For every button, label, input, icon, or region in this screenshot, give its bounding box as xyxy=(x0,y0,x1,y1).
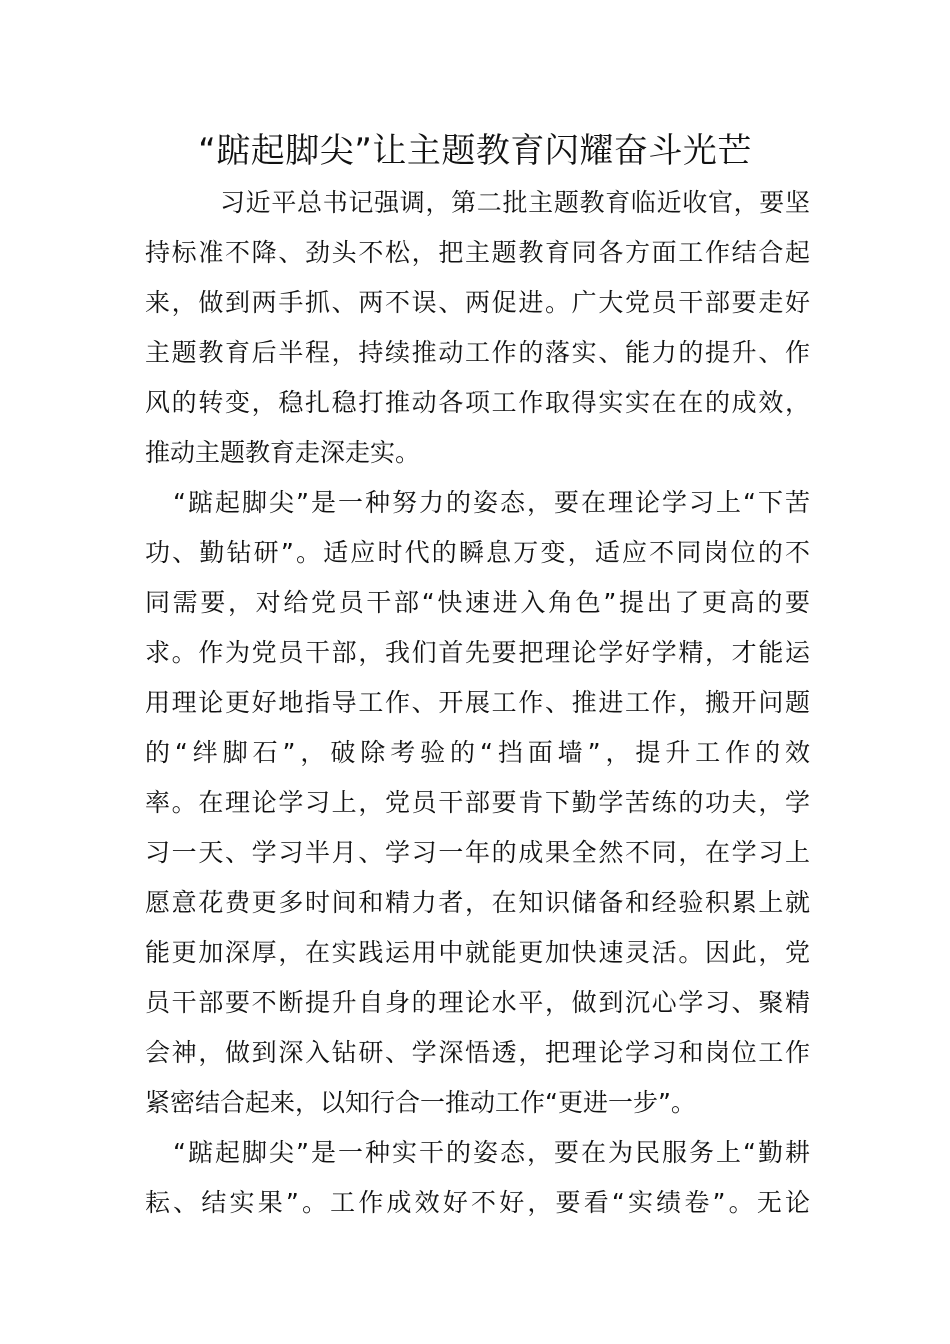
text-line: 来，做到两手抓、两不误、两促进。广大党员干部要走好 xyxy=(145,288,810,317)
text-line: 功、勤钻研”。适应时代的瞬息万变，适应不同岗位的不 xyxy=(145,538,810,567)
text-line: 能更加深厚，在实践运用中就能更加快速灵活。因此，党 xyxy=(145,938,810,967)
text-line: 用理论更好地指导工作、开展工作、推进工作，搬开问题 xyxy=(145,688,810,717)
paragraph-1 xyxy=(145,178,810,478)
text-line: 习近平总书记强调，第二批主题教育临近收官，要坚 xyxy=(220,188,810,217)
text-line: 会神，做到深入钻研、学深悟透，把理论学习和岗位工作 xyxy=(145,1038,810,1067)
text-line: “踮起脚尖”是一种实干的姿态，要在为民服务上“勤耕 xyxy=(173,1138,810,1167)
text-line: 持标准不降、劲头不松，把主题教育同各方面工作结合起 xyxy=(145,238,810,267)
text-line: 率。在理论学习上，党员干部要肯下勤学苦练的功夫，学 xyxy=(145,788,810,817)
text-line: 愿意花费更多时间和精力者，在知识储备和经验积累上就 xyxy=(145,888,810,917)
text-line: 同需要，对给党员干部“快速进入角色”提出了更高的要 xyxy=(145,588,810,617)
text-line: 耘、结实果”。工作成效好不好，要看“实绩卷”。无论 xyxy=(145,1188,810,1217)
text-line: 员干部要不断提升自身的理论水平，做到沉心学习、聚精 xyxy=(145,988,810,1017)
text-line: 主题教育后半程，持续推动工作的落实、能力的提升、作 xyxy=(145,338,810,367)
text-line: 推动主题教育走深走实。 xyxy=(145,438,421,467)
paragraph-2 xyxy=(145,478,810,1128)
text-line: “踮起脚尖”是一种努力的姿态，要在理论学习上“下苦 xyxy=(173,488,810,517)
text-line: 习一天、学习半月、学习一年的成果全然不同，在学习上 xyxy=(145,838,810,867)
document-body xyxy=(145,178,810,1228)
text-line: 风的转变，稳扎稳打推动各项工作取得实实在在的成效， xyxy=(145,388,810,417)
text-line: 求。作为党员干部，我们首先要把理论学好学精，才能运 xyxy=(145,638,810,667)
document-title: “踮起脚尖”让主题教育闪耀奋斗光芒 xyxy=(198,131,752,171)
paragraph-3 xyxy=(145,1128,810,1228)
text-line: 的“绊脚石”，破除考验的“挡面墙”，提升工作的效 xyxy=(145,738,810,767)
text-line: 紧密结合起来，以知行合一推动工作“更进一步”。 xyxy=(145,1088,696,1117)
